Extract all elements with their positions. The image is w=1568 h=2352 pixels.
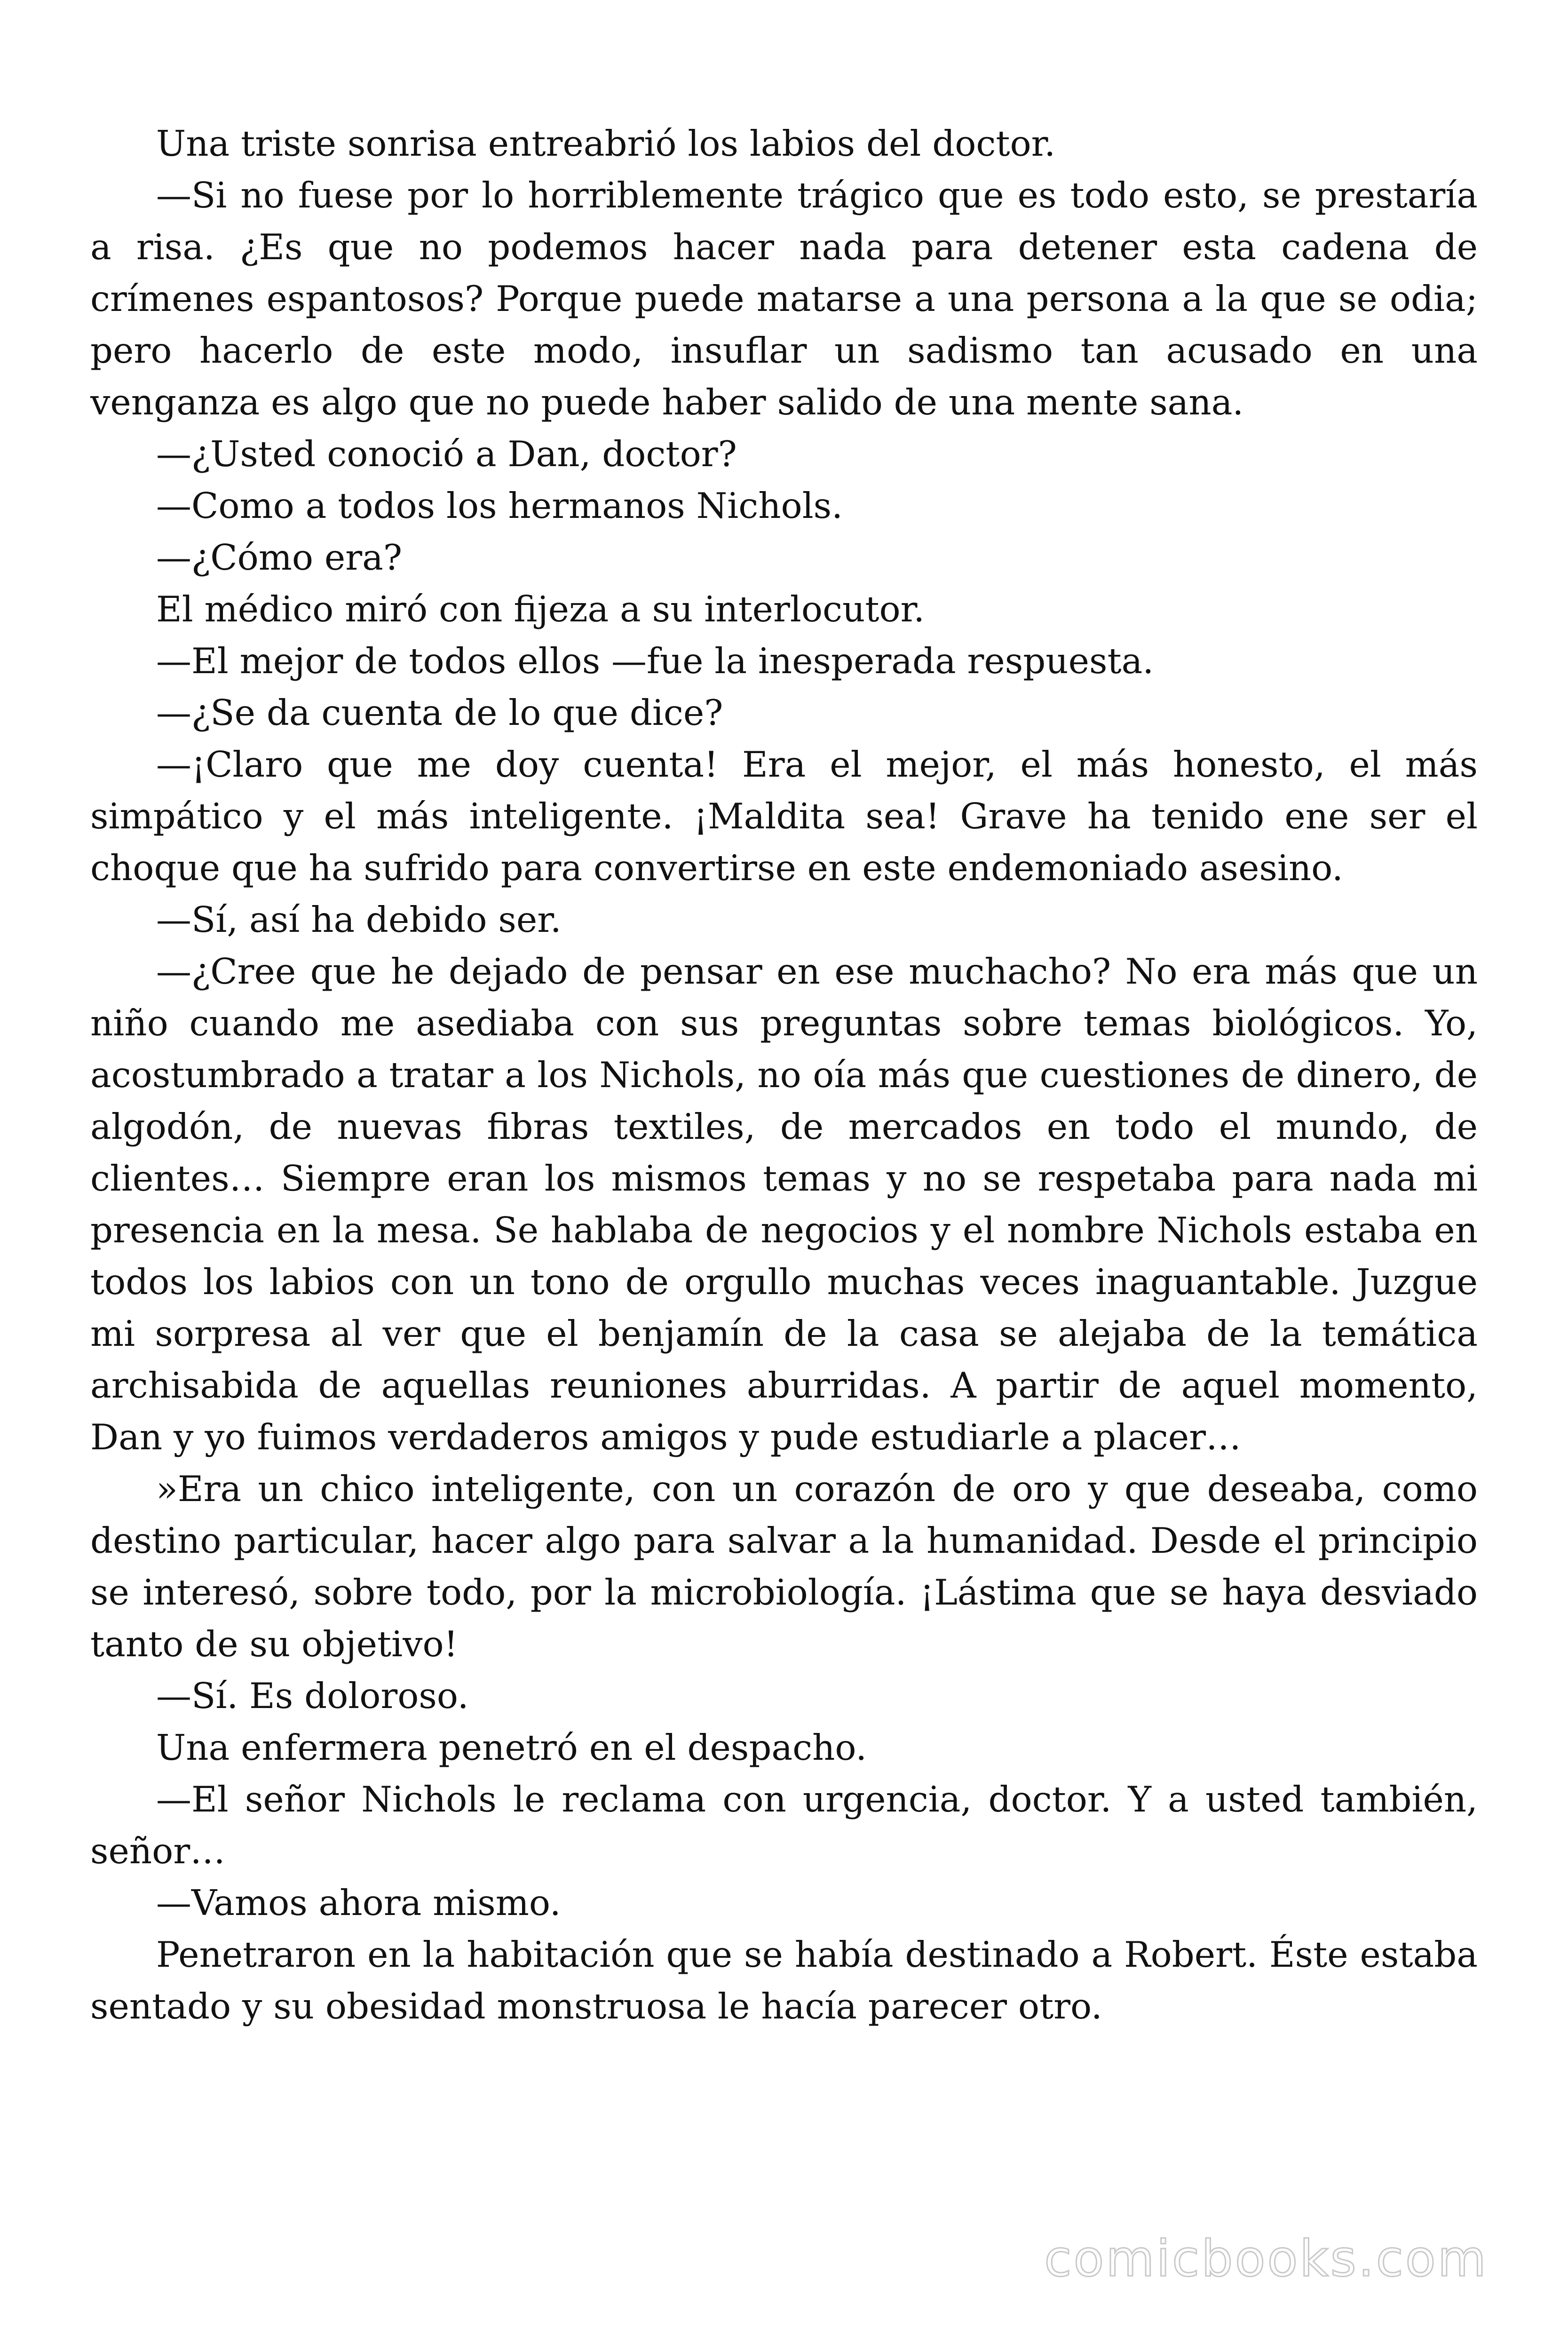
paragraph: —El señor Nichols le reclama con urgencia, doctor. Y a usted también, señor… [90, 1779, 1478, 1872]
paragraph: —Sí, así ha debido ser. [156, 899, 562, 940]
paragraph: —¿Cree que he dejado de pensar en ese muchacho? No era más que un niño cuando me asediaba con sus preguntas sobre temas biológicos. Yo, acostumbrado a tratar a los Nichols, no oía más que cuestiones de dinero, de algodón, de nuevas fibras textiles, de mercados en todo el mundo, de clientes… Siempre eran los mismos temas y no se respetaba para nada mi presencia en la mesa. Se hablaba de negocios y el nombre Nichols estaba en todos los labios con un tono de orgullo muchas veces inaguantable. Juzgue mi sorpresa al ver que el benjamín de la casa se alejaba de la temática archisabida de aquellas reuniones aburridas. A partir de aquel momento, Dan y yo fuimos verdaderos amigos y pude estudiarle a placer… [90, 951, 1478, 1458]
book-page-text [90, 118, 1478, 2032]
paragraph: —Si no fuese por lo horriblemente trágico que es todo esto, se prestaría a risa. ¿Es que no podemos hacer nada para detener esta cadena de crímenes espantosos? Porque puede matarse a una persona a la que se odia; pero hacerlo de este modo, insuflar un sadismo tan acusado en una venganza es algo que no puede haber salido de una mente sana. [90, 175, 1478, 423]
paragraph: Una enfermera penetró en el despacho. [156, 1727, 867, 1768]
paragraph: —¿Usted conoció a Dan, doctor? [156, 433, 737, 475]
paragraph: El médico miró con fijeza a su interlocutor. [156, 588, 925, 630]
paragraph: Penetraron en la habitación que se había destinado a Robert. Éste estaba sentado y su obesidad monstruosa le hacía parecer otro. [90, 1934, 1478, 2027]
paragraph: Una triste sonrisa entreabrió los labios del doctor. [156, 123, 1056, 164]
paragraph: —Sí. Es doloroso. [156, 1675, 469, 1716]
paragraph: —¡Claro que me doy cuenta! Era el mejor, el más honesto, el más simpático y el más inteligente. ¡Maldita sea! Grave ha tenido ene ser el choque que ha sufrido para convertirse en este endemoniado asesino. [90, 744, 1478, 889]
paragraph: »Era un chico inteligente, con un corazón de oro y que deseaba, como destino particular, hacer algo para salvar a la humanidad. Desde el principio se interesó, sobre todo, por la microbiología. ¡Lástima que se haya desviado tanto de su objetivo! [90, 1468, 1478, 1665]
paragraph: —Vamos ahora mismo. [156, 1882, 561, 1923]
paragraph: —El mejor de todos ellos —fue la inesperada respuesta. [156, 640, 1154, 682]
paragraph: —¿Cómo era? [156, 537, 403, 578]
paragraph: —¿Se da cuenta de lo que dice? [156, 692, 723, 733]
paragraph: —Como a todos los hermanos Nichols. [156, 485, 843, 526]
watermark-logo: comicbooks.com [1044, 2230, 1488, 2288]
